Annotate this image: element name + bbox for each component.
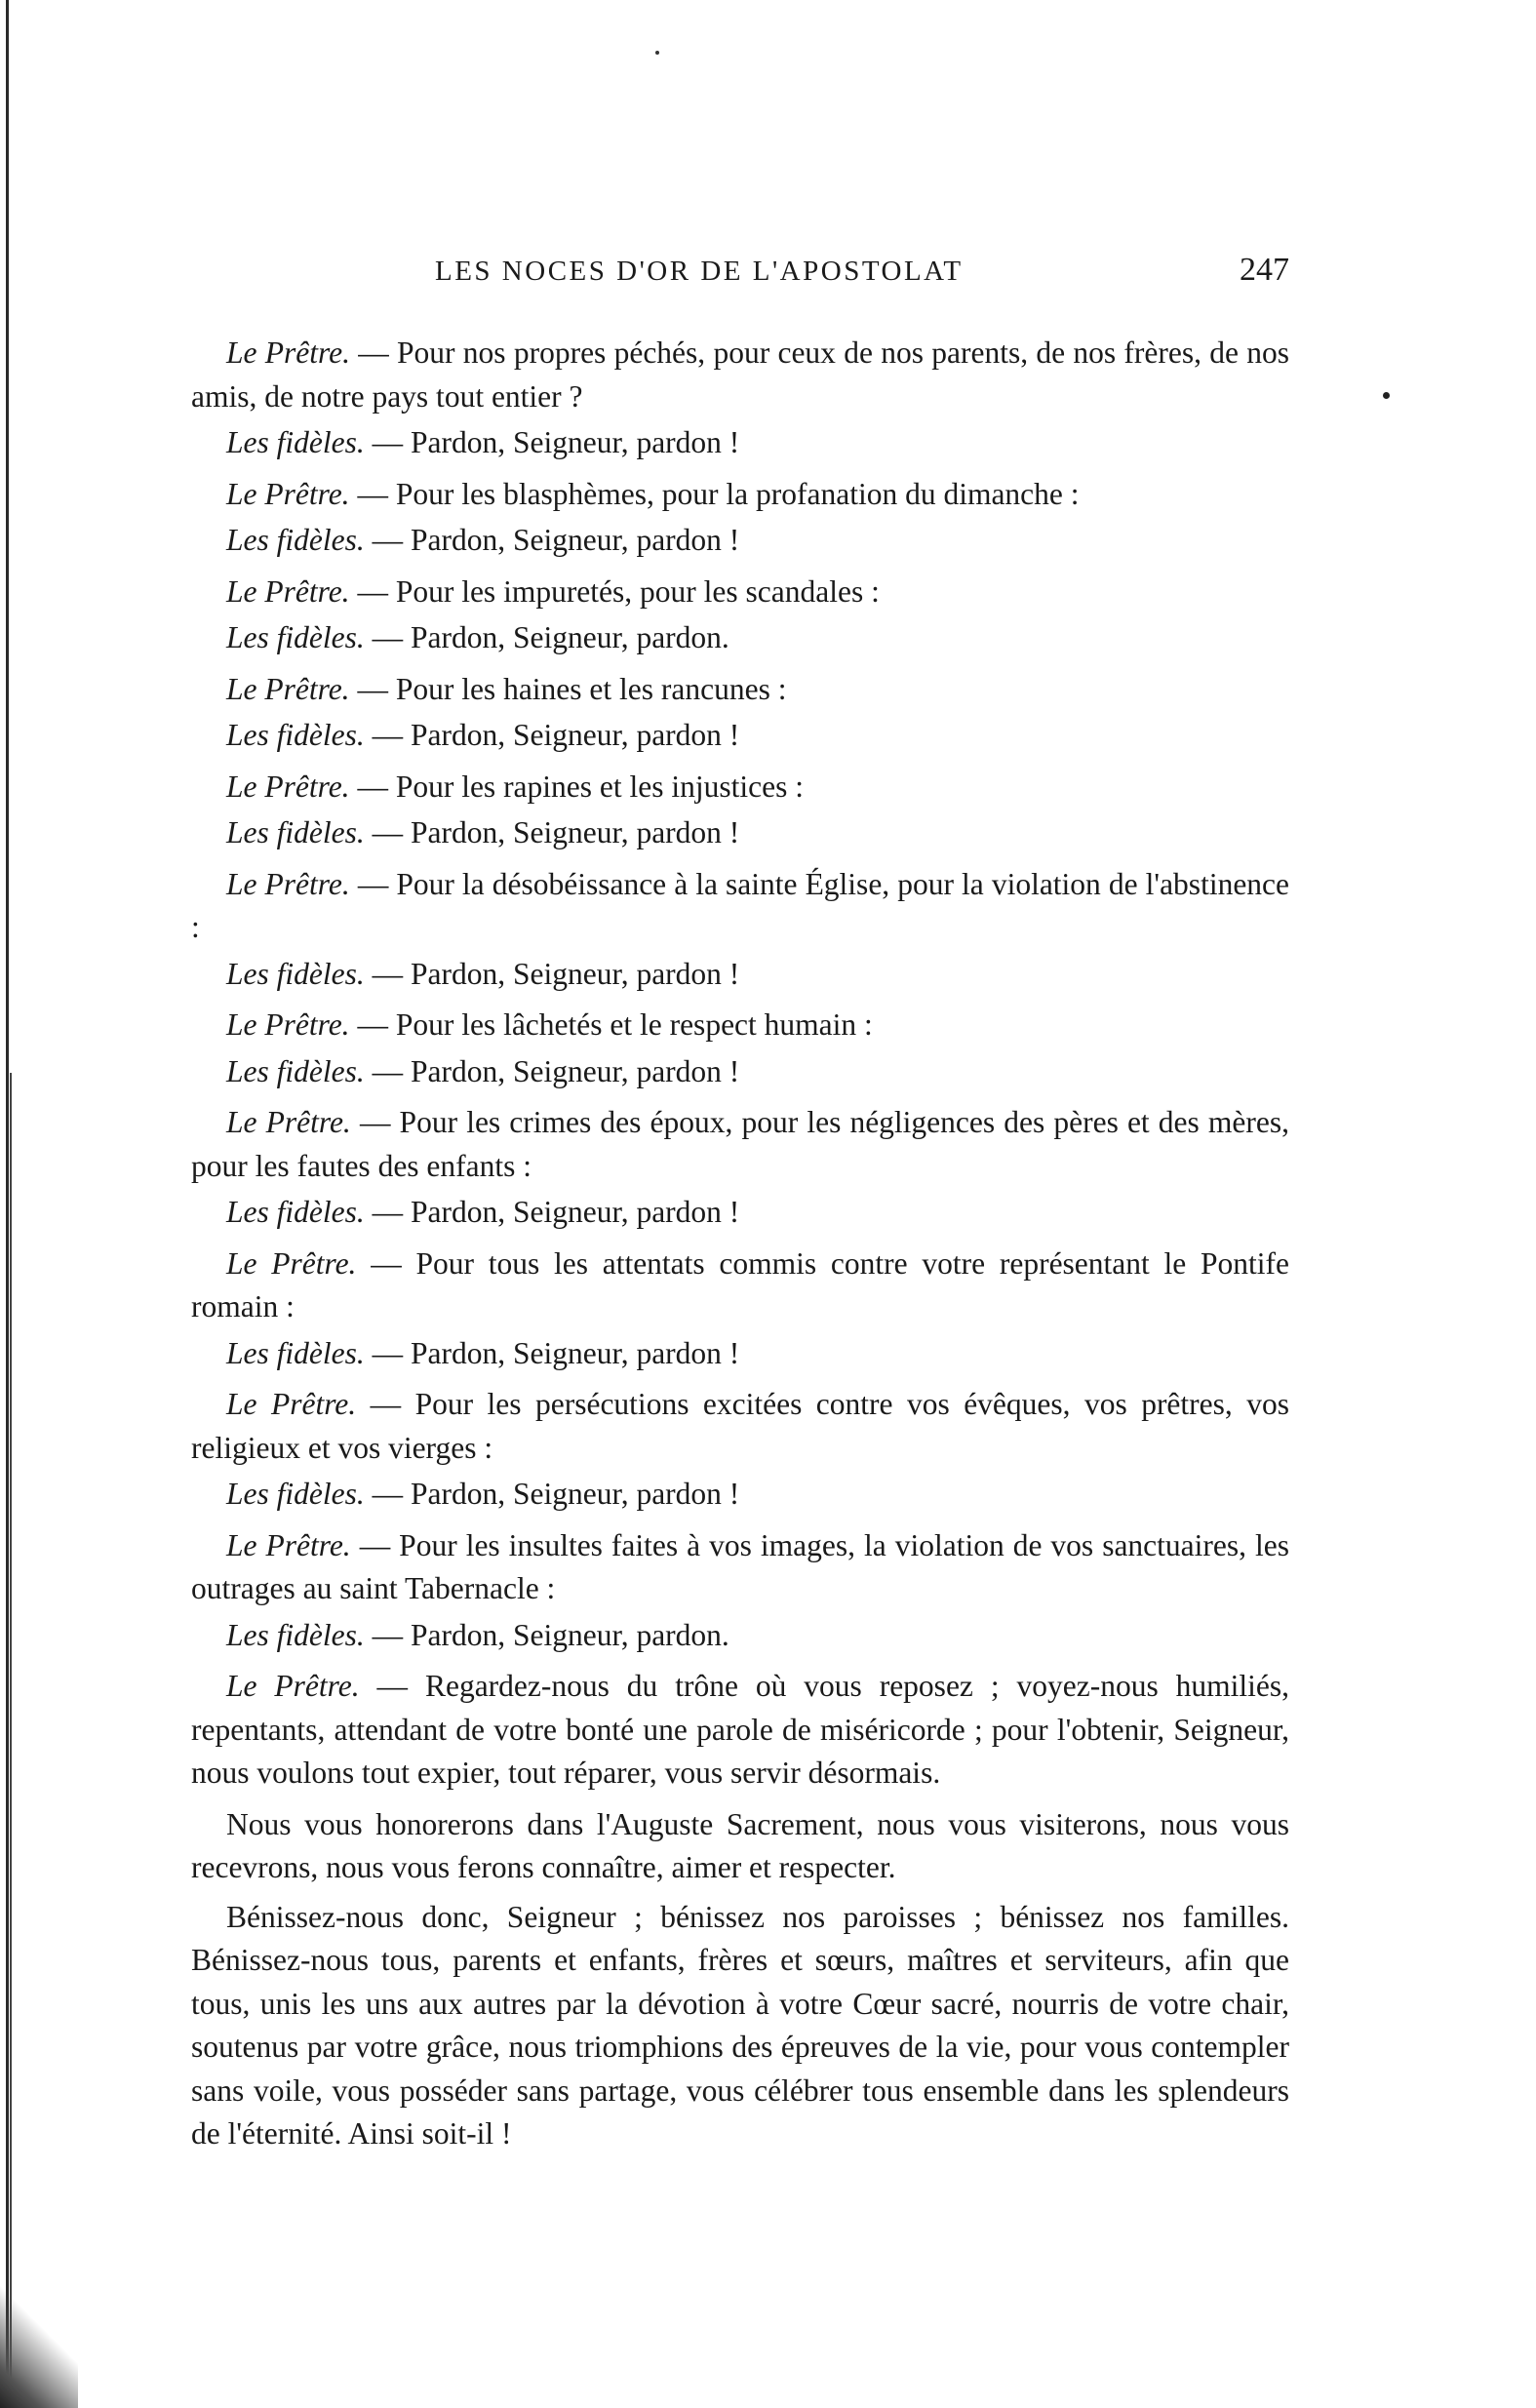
speaker-label: Le Prêtre. (226, 1527, 351, 1562)
speaker-label: Le Prêtre. (226, 1387, 357, 1421)
speaker-label: Le Prêtre. (226, 866, 350, 901)
priest-line (191, 473, 1289, 517)
speaker-label: Les fidèles. (226, 523, 365, 557)
line-text: — Pardon, Seigneur, pardon ! (372, 1477, 740, 1511)
line-text: — Pour les blasphèmes, pour la profanation du dimanche : (357, 476, 1080, 511)
line-text: — Pour tous les attentats commis contre votre représentant le Pontife romain : (191, 1245, 1289, 1323)
line-text: — Pour la désobéissance à la sainte Église, pour la violation de l'abstinence : (191, 866, 1290, 944)
speaker-label: Les fidèles. (226, 1053, 365, 1088)
ink-speck (1383, 392, 1390, 399)
priest-line (191, 668, 1289, 712)
line-text: — Pardon, Seigneur, pardon ! (372, 523, 740, 557)
speaker-label: Le Prêtre. (226, 336, 350, 370)
priest-line (191, 863, 1289, 950)
speaker-label: Le Prêtre. (226, 476, 350, 511)
speaker-label: Les fidèles. (226, 425, 365, 459)
paragraph: Bénissez-nous donc, Seigneur ; bénissez nos paroisses ; bénissez nos familles. Bénissez-nous tous, parents et enfants, frères et sœurs, maîtres et serviteurs, afin que tous, unis les uns aux autres par la dévotion à votre Cœur sacré, nourris de votre chair, soutenus par votre grâce, nous triomphions des épreuves de la vie, pour vous contempler sans voile, vous posséder sans partage, vous célébrer tous ensemble dans les splendeurs de l'éternité. Ainsi soit-il ! (191, 1899, 1289, 2151)
speaker-label: Les fidèles. (226, 620, 365, 654)
speaker-label: Le Prêtre. (226, 1669, 360, 1703)
priest-line (191, 1101, 1289, 1188)
ink-speck (655, 51, 659, 55)
paragraph: Nous vous honorerons dans l'Auguste Sacrement, nous vous visiterons, nous vous recevrons, nous vous ferons connaître, aimer et respecter. (191, 1806, 1289, 1884)
speaker-label: Le Prêtre. (226, 1105, 351, 1139)
page-binding-edge (6, 0, 9, 2408)
line-text: — Pardon, Seigneur, pardon ! (372, 1335, 740, 1370)
page-header (191, 252, 1289, 304)
line-text: — Pour les rapines et les injustices : (357, 769, 804, 804)
line-text: — Pour les haines et les rancunes : (357, 671, 787, 706)
speaker-label: Le Prêtre. (226, 1245, 357, 1281)
faithful-line (191, 1050, 1289, 1094)
faithful-line (191, 616, 1289, 660)
speaker-label: Les fidèles. (226, 1335, 365, 1370)
line-text: — Pardon, Seigneur, pardon ! (372, 815, 740, 849)
faithful-line (191, 421, 1289, 465)
speaker-label: Les fidèles. (226, 1617, 365, 1652)
speaker-label: Le Prêtre. (226, 671, 350, 706)
page-number: 247 (1240, 252, 1289, 288)
line-text: — Pour les impuretés, pour les scandales : (357, 573, 880, 609)
faithful-line (191, 1191, 1289, 1235)
line-text: — Pardon, Seigneur, pardon. (372, 1617, 729, 1652)
speaker-label: Les fidèles. (226, 815, 365, 849)
speaker-label: Les fidèles. (226, 956, 365, 991)
line-text: — Pardon, Seigneur, pardon ! (372, 1195, 740, 1229)
priest-line (191, 1524, 1289, 1611)
line-text: — Pour les insultes faites à vos images, la violation de vos sanctuaires, les outrages au saint Tabernacle : (191, 1527, 1289, 1605)
faithful-line (191, 714, 1289, 758)
line-text: — Pardon, Seigneur, pardon ! (372, 956, 740, 991)
line-text: — Pour les lâchetés et le respect humain : (357, 1007, 873, 1042)
line-text: — Pour les persécutions excitées contre vos évêques, vos prêtres, vos religieux et vos vierges : (191, 1387, 1289, 1465)
faithful-line (191, 1473, 1289, 1517)
speaker-label: Le Prêtre. (226, 573, 350, 609)
priest-line (191, 332, 1289, 418)
speaker-label: Le Prêtre. (226, 769, 350, 804)
line-text: — Pardon, Seigneur, pardon. (372, 620, 729, 654)
priest-line (191, 1243, 1289, 1329)
speaker-label: Les fidèles. (226, 1477, 365, 1511)
priest-line (191, 766, 1289, 809)
faithful-line (191, 1614, 1289, 1658)
line-text: — Pardon, Seigneur, pardon ! (372, 425, 740, 459)
line-text: — Pardon, Seigneur, pardon ! (372, 718, 740, 752)
line-text: — Regardez-nous du trône où vous reposez ; voyez-nous humiliés, repentants, attendant de votre bonté une parole de miséricorde ; pour l'obtenir, Seigneur, nous voulons tout expier, tout réparer, vous servir désormais. (191, 1669, 1289, 1790)
line-text: — Pour les crimes des époux, pour les négligences des pères et des mères, pour les fautes des enfants : (191, 1105, 1289, 1183)
faithful-line (191, 519, 1289, 563)
priest-line (191, 571, 1289, 614)
priest-line (191, 1004, 1289, 1047)
page-body (191, 332, 1289, 2162)
speaker-label: Le Prêtre. (226, 1007, 350, 1042)
line-text: — Pour nos propres péchés, pour ceux de nos parents, de nos frères, de nos amis, de notre pays tout entier ? (191, 336, 1290, 414)
page-binding-edge-lower (10, 1073, 12, 2408)
priest-line (191, 1665, 1289, 1796)
faithful-line (191, 811, 1289, 855)
speaker-label: Les fidèles. (226, 718, 365, 752)
running-title: LES NOCES D'OR DE L'APOSTOLAT (435, 256, 964, 287)
priest-line (191, 1383, 1289, 1470)
speaker-label: Les fidèles. (226, 1195, 365, 1229)
faithful-line (191, 953, 1289, 997)
line-text: — Pardon, Seigneur, pardon ! (372, 1053, 740, 1088)
page-corner-shadow (0, 2281, 78, 2408)
faithful-line (191, 1332, 1289, 1376)
